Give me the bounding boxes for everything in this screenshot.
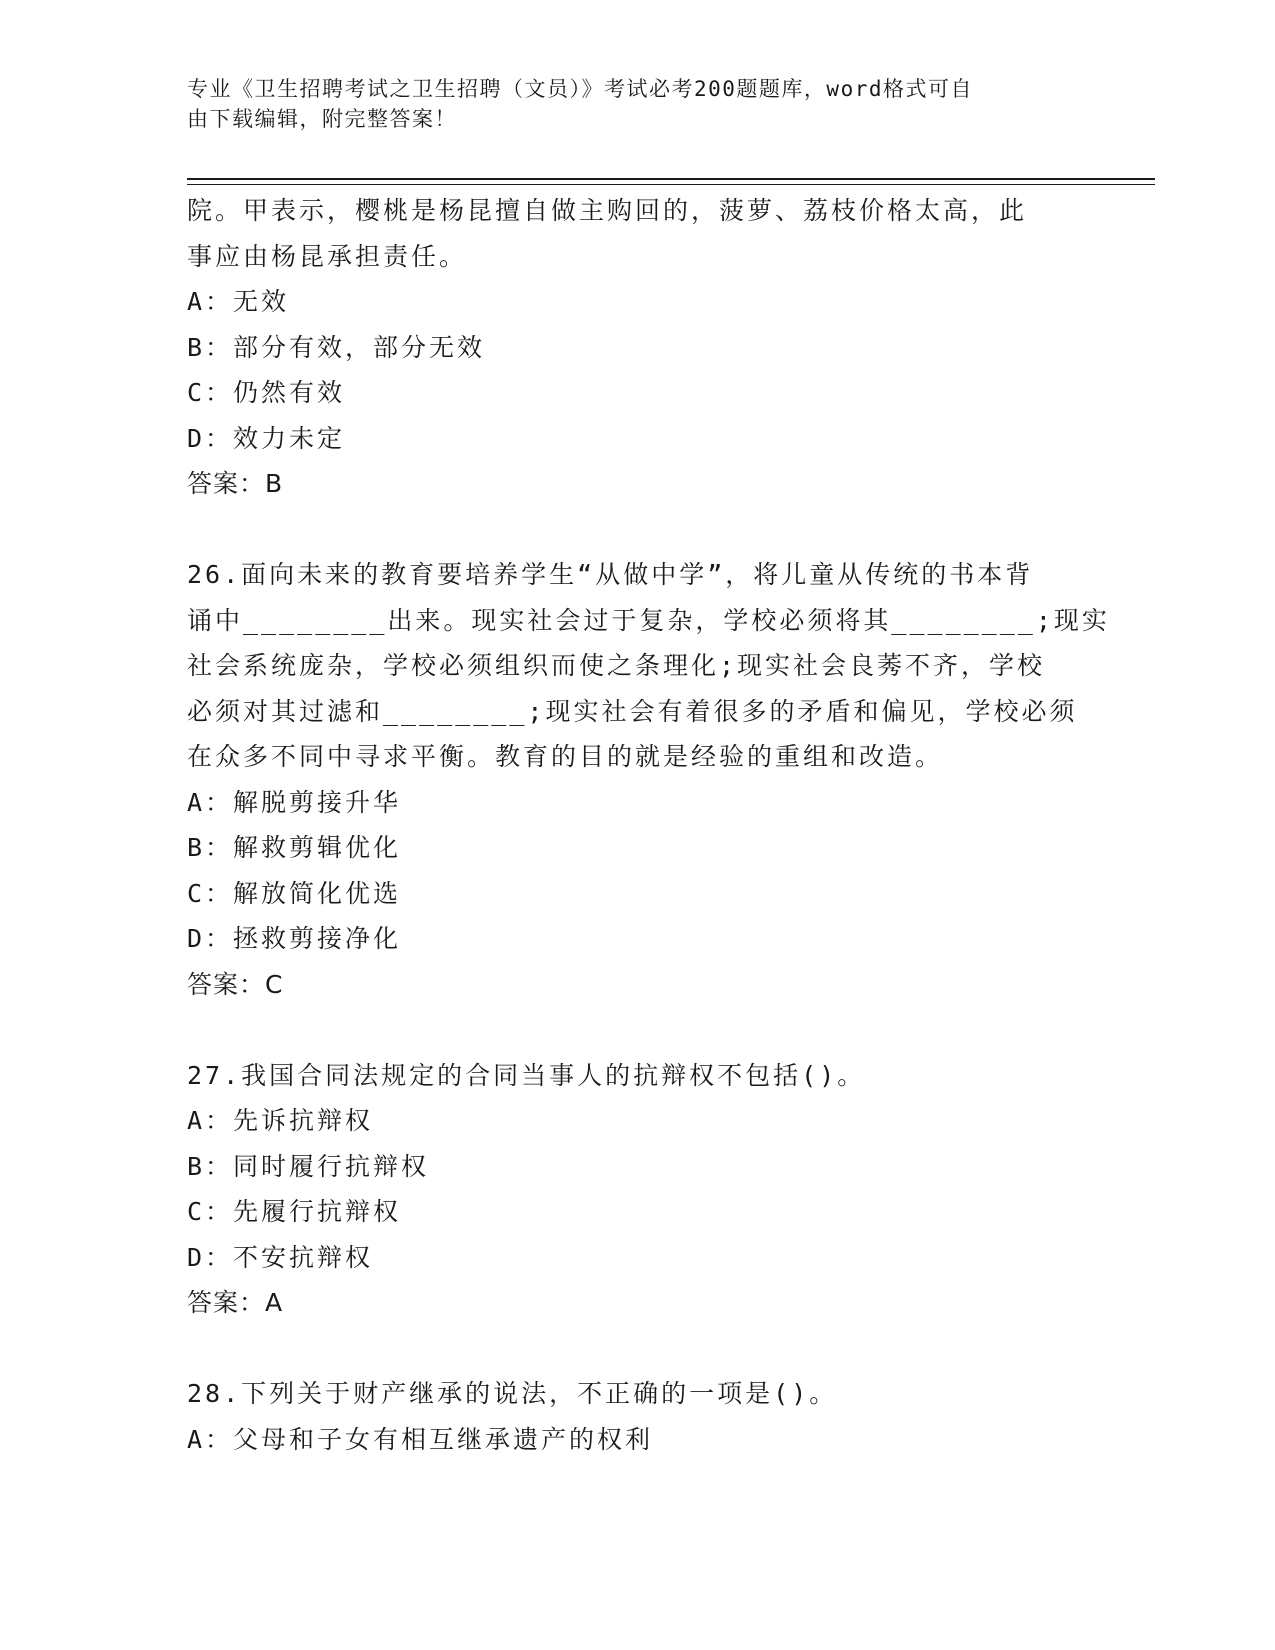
answer-line: 答案：A bbox=[187, 1288, 284, 1317]
document-header bbox=[187, 74, 1067, 134]
spacer bbox=[187, 1007, 1087, 1053]
question-text-line: 28.下列关于财产继承的说法，不正确的一项是()。 bbox=[187, 1379, 838, 1408]
header-line-2: 由下载编辑，附完整答案！ bbox=[187, 107, 457, 131]
document-body bbox=[187, 188, 1110, 1462]
question-text-line: 27.我国合同法规定的合同当事人的抗辩权不包括()。 bbox=[187, 1060, 866, 1090]
spacer bbox=[187, 1326, 1087, 1372]
option-c: C：解放简化优选 bbox=[187, 878, 402, 908]
option-c: C：先履行抗辩权 bbox=[187, 1197, 402, 1226]
spacer bbox=[187, 507, 1087, 553]
header-rule-thin bbox=[187, 184, 1155, 185]
header-rule-thick bbox=[187, 178, 1155, 180]
question-26-block bbox=[187, 552, 1110, 1007]
question-25-block bbox=[187, 188, 1087, 507]
option-d: D：不安抗辩权 bbox=[187, 1242, 374, 1272]
question-27-block bbox=[187, 1053, 1087, 1326]
question-text-line: 诵中________出来。现实社会过于复杂，学校必须将其________;现实 bbox=[187, 605, 1110, 635]
option-b: B：同时履行抗辩权 bbox=[187, 1151, 430, 1181]
header-line-1: 专业《卫生招聘考试之卫生招聘（文员）》考试必考200题题库，word格式可自 bbox=[187, 77, 973, 101]
option-d: D：拯救剪接净化 bbox=[187, 924, 402, 953]
option-b: B：解救剪辑优化 bbox=[187, 833, 402, 862]
question-text-line: 在众多不同中寻求平衡。教育的目的就是经验的重组和改造。 bbox=[187, 742, 944, 771]
answer-line: 答案：B bbox=[187, 469, 284, 498]
option-b: B：部分有效，部分无效 bbox=[187, 332, 486, 362]
question-text-line: 事应由杨昆承担责任。 bbox=[187, 241, 468, 271]
option-a: A：解脱剪接升华 bbox=[187, 787, 402, 817]
option-c: C：仍然有效 bbox=[187, 378, 346, 407]
option-d: D：效力未定 bbox=[187, 423, 346, 453]
answer-line: 答案：C bbox=[187, 969, 284, 999]
question-28-block bbox=[187, 1371, 1087, 1462]
option-a: A：先诉抗辩权 bbox=[187, 1106, 374, 1135]
question-text-line: 社会系统庞杂，学校必须组织而使之条理化;现实社会良莠不齐，学校 bbox=[187, 651, 1046, 680]
option-a: A：父母和子女有相互继承遗产的权利 bbox=[187, 1424, 654, 1454]
option-a: A：无效 bbox=[187, 287, 290, 316]
question-text-line: 26.面向未来的教育要培养学生“从做中学”，将儿童从传统的书本背 bbox=[187, 560, 1034, 589]
question-text-line: 院。甲表示，樱桃是杨昆擅自做主购回的，菠萝、荔枝价格太高，此 bbox=[187, 196, 1028, 225]
question-text-line: 必须对其过滤和________;现实社会有着很多的矛盾和偏见，学校必须 bbox=[187, 696, 1078, 726]
